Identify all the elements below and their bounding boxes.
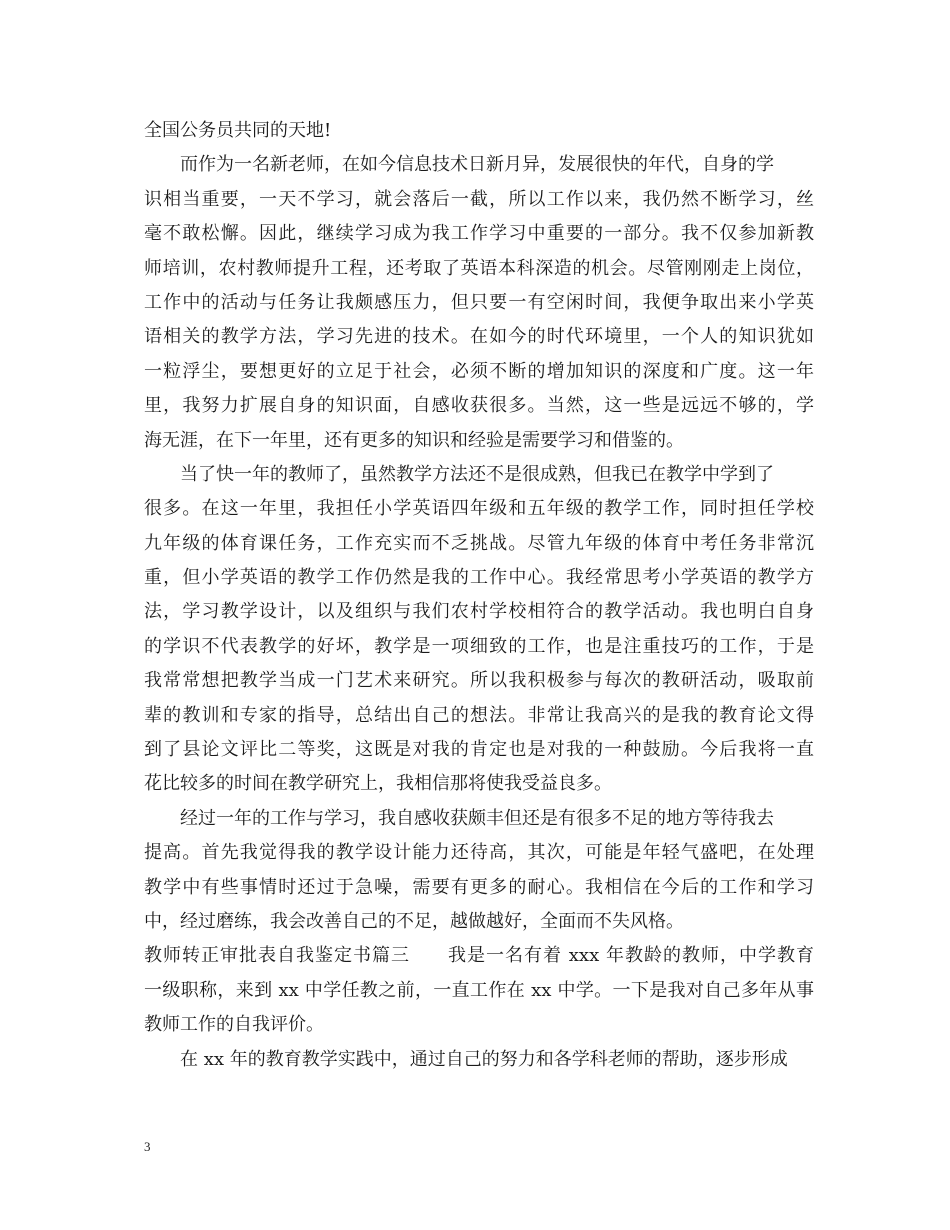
text-line: 识相当重要，一天不学习，就会落后一截，所以工作以来，我仍然不断学习，丝 xyxy=(144,188,814,210)
text-line: 教师工作的自我评价。 xyxy=(144,1014,324,1036)
section-heading-line: 教师转正审批表自我鉴定书篇三 我是一名有着 xxx 年教龄的教师，中学教育 xyxy=(144,945,814,967)
text-line: 法，学习教学设计，以及组织与我们农村学校相符合的教学活动。我也明白自身 xyxy=(144,601,814,623)
text-line: 里，我努力扩展自身的知识面，自感收获很多。当然，这一些是远远不够的，学 xyxy=(144,395,814,417)
text-line: 到了县论文评比二等奖，这既是对我的肯定也是对我的一种鼓励。今后我将一直 xyxy=(144,739,814,761)
text-line: 工作中的活动与任务让我颇感压力，但只要一有空闲时间，我便争取出来小学英 xyxy=(144,291,814,313)
text-line: 提高。首先我觉得我的教学设计能力还待高，其次，可能是年轻气盛吧，在处理 xyxy=(144,842,814,864)
text-line: 重，但小学英语的教学工作仍然是我的工作中心。我经常思考小学英语的教学方 xyxy=(144,567,814,589)
text-line: 教学中有些事情时还过于急噪，需要有更多的耐心。我相信在今后的工作和学习 xyxy=(144,876,814,898)
text-line: 中，经过磨练，我会改善自己的不足，越做越好，全面而不失风格。 xyxy=(144,910,684,932)
text-line: 海无涯，在下一年里，还有更多的知识和经验是需要学习和借鉴的。 xyxy=(144,429,684,451)
text-line: 九年级的体育课任务，工作充实而不乏挑战。尽管九年级的体育中考任务非常沉 xyxy=(144,532,814,554)
text-line: 语相关的教学方法，学习先进的技术。在如今的时代环境里，一个人的知识犹如 xyxy=(144,326,814,348)
page-number: 3 xyxy=(144,1139,151,1154)
text-line: 我常常想把教学当成一门艺术来研究。所以我积极参与每次的教研活动，吸取前 xyxy=(144,670,814,692)
paragraph-start-line: 在 xx 年的教育教学实践中，通过自己的努力和各学科老师的帮助，逐步形成 xyxy=(180,1048,788,1070)
text-line: 辈的教训和专家的指导，总结出自己的想法。非常让我高兴的是我的教育论文得 xyxy=(144,704,814,726)
text-line: 一级职称，来到 xx 中学任教之前，一直工作在 xx 中学。一下是我对自己多年从事 xyxy=(144,979,814,1001)
text-line: 一粒浮尘，要想更好的立足于社会，必须不断的增加知识的深度和广度。这一年 xyxy=(144,360,814,382)
paragraph-start-line: 当了快一年的教师了，虽然教学方法还不是很成熟，但我已在教学中学到了 xyxy=(180,463,774,485)
paragraph-start-line: 而作为一名新老师，在如今信息技术日新月异，发展很快的年代，自身的学 xyxy=(180,154,774,176)
body-text xyxy=(144,114,814,1077)
text-line: 花比较多的时间在教学研究上，我相信那将使我受益良多。 xyxy=(144,773,612,795)
text-line: 很多。在这一年里，我担任小学英语四年级和五年级的教学工作，同时担任学校 xyxy=(144,498,814,520)
text-line: 师培训，农村教师提升工程，还考取了英语本科深造的机会。尽管刚刚走上岗位， xyxy=(144,257,814,279)
text-line: 全国公务员共同的天地! xyxy=(144,120,332,141)
text-line: 毫不敢松懈。因此，继续学习成为我工作学习中重要的一部分。我不仅参加新教 xyxy=(144,223,814,245)
paragraph-start-line: 经过一年的工作与学习，我自感收获颇丰但还是有很多不足的地方等待我去 xyxy=(180,807,774,829)
text-line: 的学识不代表教学的好坏，教学是一项细致的工作，也是注重技巧的工作，于是 xyxy=(144,635,814,657)
